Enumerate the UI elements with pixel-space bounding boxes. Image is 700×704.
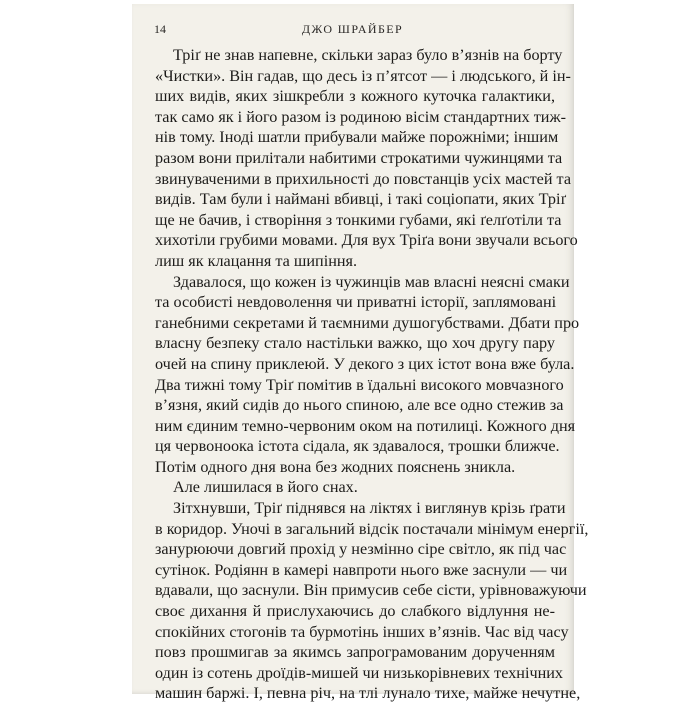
text-line: власну безпеку стало настільки важко, що хоч другу пару: [155, 334, 555, 353]
text-line: ще не бачив, і створіння з тонкими губами, які ґелґотіли та: [155, 210, 562, 229]
running-head: ДЖО ШРАЙБЕР: [301, 22, 404, 36]
text-line: ших видів, яких зішкребли з кожного куточка галактики,: [155, 87, 555, 106]
text-line: Зітхнувши, Тріґ піднявся на ліктях і виглянув крізь ґрати: [173, 499, 566, 518]
text-line: нів тому. Іноді шатли прибували майже порожніми; іншим: [155, 128, 559, 147]
text-line: в’язня, який сидів до нього спиною, але все одно стежив за: [155, 396, 564, 415]
page-header: [150, 22, 555, 42]
text-line: своє дихання й прислухаючись до слабкого відлуння не-: [155, 602, 555, 621]
paragraph: [155, 477, 555, 498]
text-line: видів. Там були і наймані вбивці, і такі соціопати, яких Тріґ: [155, 190, 567, 209]
text-line: Два тижні тому Тріґ помітив в їдальні високого мовчазного: [155, 375, 564, 394]
text-line: занурюючи довгий прохід у незмінно сіре світло, як під час: [155, 540, 567, 559]
text-line: ця червоноока істота сідала, як здавалося, трошки ближче.: [155, 437, 560, 456]
text-line: та особисті невдоволення чи приватні історії, заплямовані: [155, 293, 557, 312]
text-line: спокійних стогонів та бурмотінь інших в’язнів. Час від часу: [155, 622, 569, 641]
text-line: так само як і його разом із родиною вісім стандартних тиж-: [155, 107, 567, 126]
text-line: в коридор. Уночі в загальний відсік постачали мінімум енергії,: [155, 519, 589, 538]
text-line: сутінок. Родіянн в камері навпроти нього вже заснули — чи: [155, 560, 568, 579]
page-number: 14: [154, 22, 166, 36]
text-line: Але лишилася в його снах.: [173, 478, 358, 497]
text-line: ганебними секретами й таємними душогубствами. Дбати про: [155, 313, 580, 332]
text-line: Тріґ не знав напевне, скільки зараз було в’язнів на борту: [173, 46, 563, 64]
paragraph: [155, 45, 578, 272]
paragraph: [155, 498, 589, 704]
text-line: Потім одного дня вона без жодних пояснень зникла.: [155, 457, 516, 476]
text-line: один із сотень дроїдів-мишей чи низькорівневих технічних: [155, 663, 564, 682]
text-line: повз прошмигав за якимсь запрограмованим дорученням: [155, 643, 555, 662]
text-line: «Чистки». Він гадав, що десь із п’ятсот — і людського, й ін-: [155, 66, 571, 85]
text-line: машин баржі. І, певна річ, на тлі лунало тихе, майже нечутне,: [155, 684, 581, 703]
text-line: звинуваченими в прихильності до повстанців усіх мастей та: [155, 169, 571, 188]
text-line: вдавали, що заснули. Він примусив себе сісти, урівноважуючи: [155, 581, 587, 600]
body-text: [155, 45, 589, 704]
text-line: разом вони прилітали набитими строкатими чужинцями та: [155, 148, 563, 167]
text-line: Здавалося, що кожен із чужинців мав власні неясні смаки: [173, 272, 570, 291]
text-line: ним єдиним темно-червоним оком на потилиці. Кожного дня: [155, 416, 576, 435]
text-line: хихотіли грубими мовами. Для вух Тріґа вони звучали всього: [155, 231, 578, 250]
text-line: очей на спину приклеюй. У декого з цих істот вона вже була.: [155, 354, 575, 373]
text-line: лиш як клацання та шипіння.: [155, 251, 358, 270]
paragraph: [155, 272, 580, 478]
